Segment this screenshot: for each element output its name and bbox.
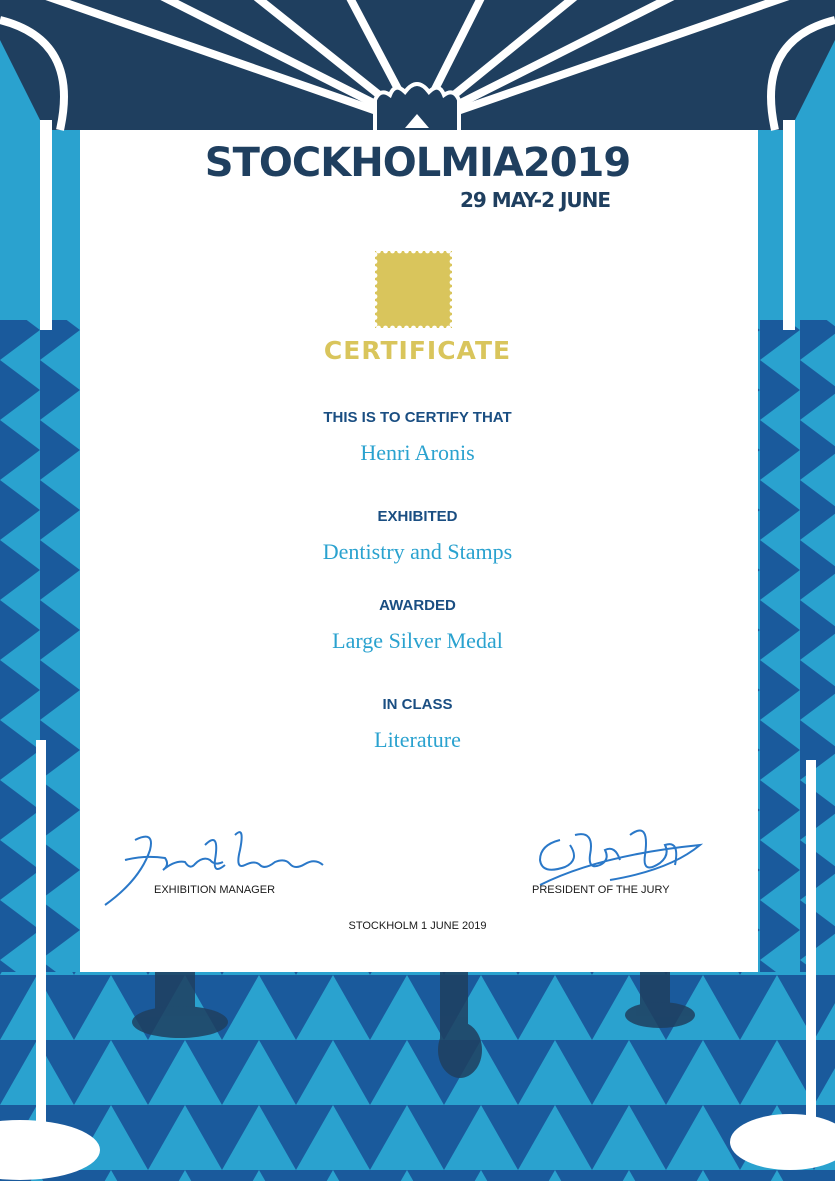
exhibit-title: Dentistry and Stamps [322, 539, 513, 564]
certificate-title: CERTIFICATE [323, 336, 512, 365]
stamp-icon [375, 251, 452, 328]
place-date: STOCKHOLM 1 JUNE 2019 [348, 920, 487, 932]
event-name: STOCKHOLMIA2019 [204, 140, 631, 186]
exhibition-manager-title: EXHIBITION MANAGER [154, 884, 276, 896]
jury-president-title: PRESIDENT OF THE JURY [532, 884, 670, 896]
certify-label: THIS IS TO CERTIFY THAT [323, 409, 512, 426]
exhibition-manager-signature [95, 820, 335, 910]
recipient-name: Henri Aronis [360, 440, 475, 465]
event-dates: 29 MAY-2 JUNE [460, 188, 611, 212]
award-name: Large Silver Medal [332, 628, 503, 653]
class-label: IN CLASS [382, 696, 453, 713]
exhibited-label: EXHIBITED [377, 508, 458, 525]
class-name: Literature [374, 727, 461, 752]
awarded-label: AWARDED [379, 597, 456, 614]
